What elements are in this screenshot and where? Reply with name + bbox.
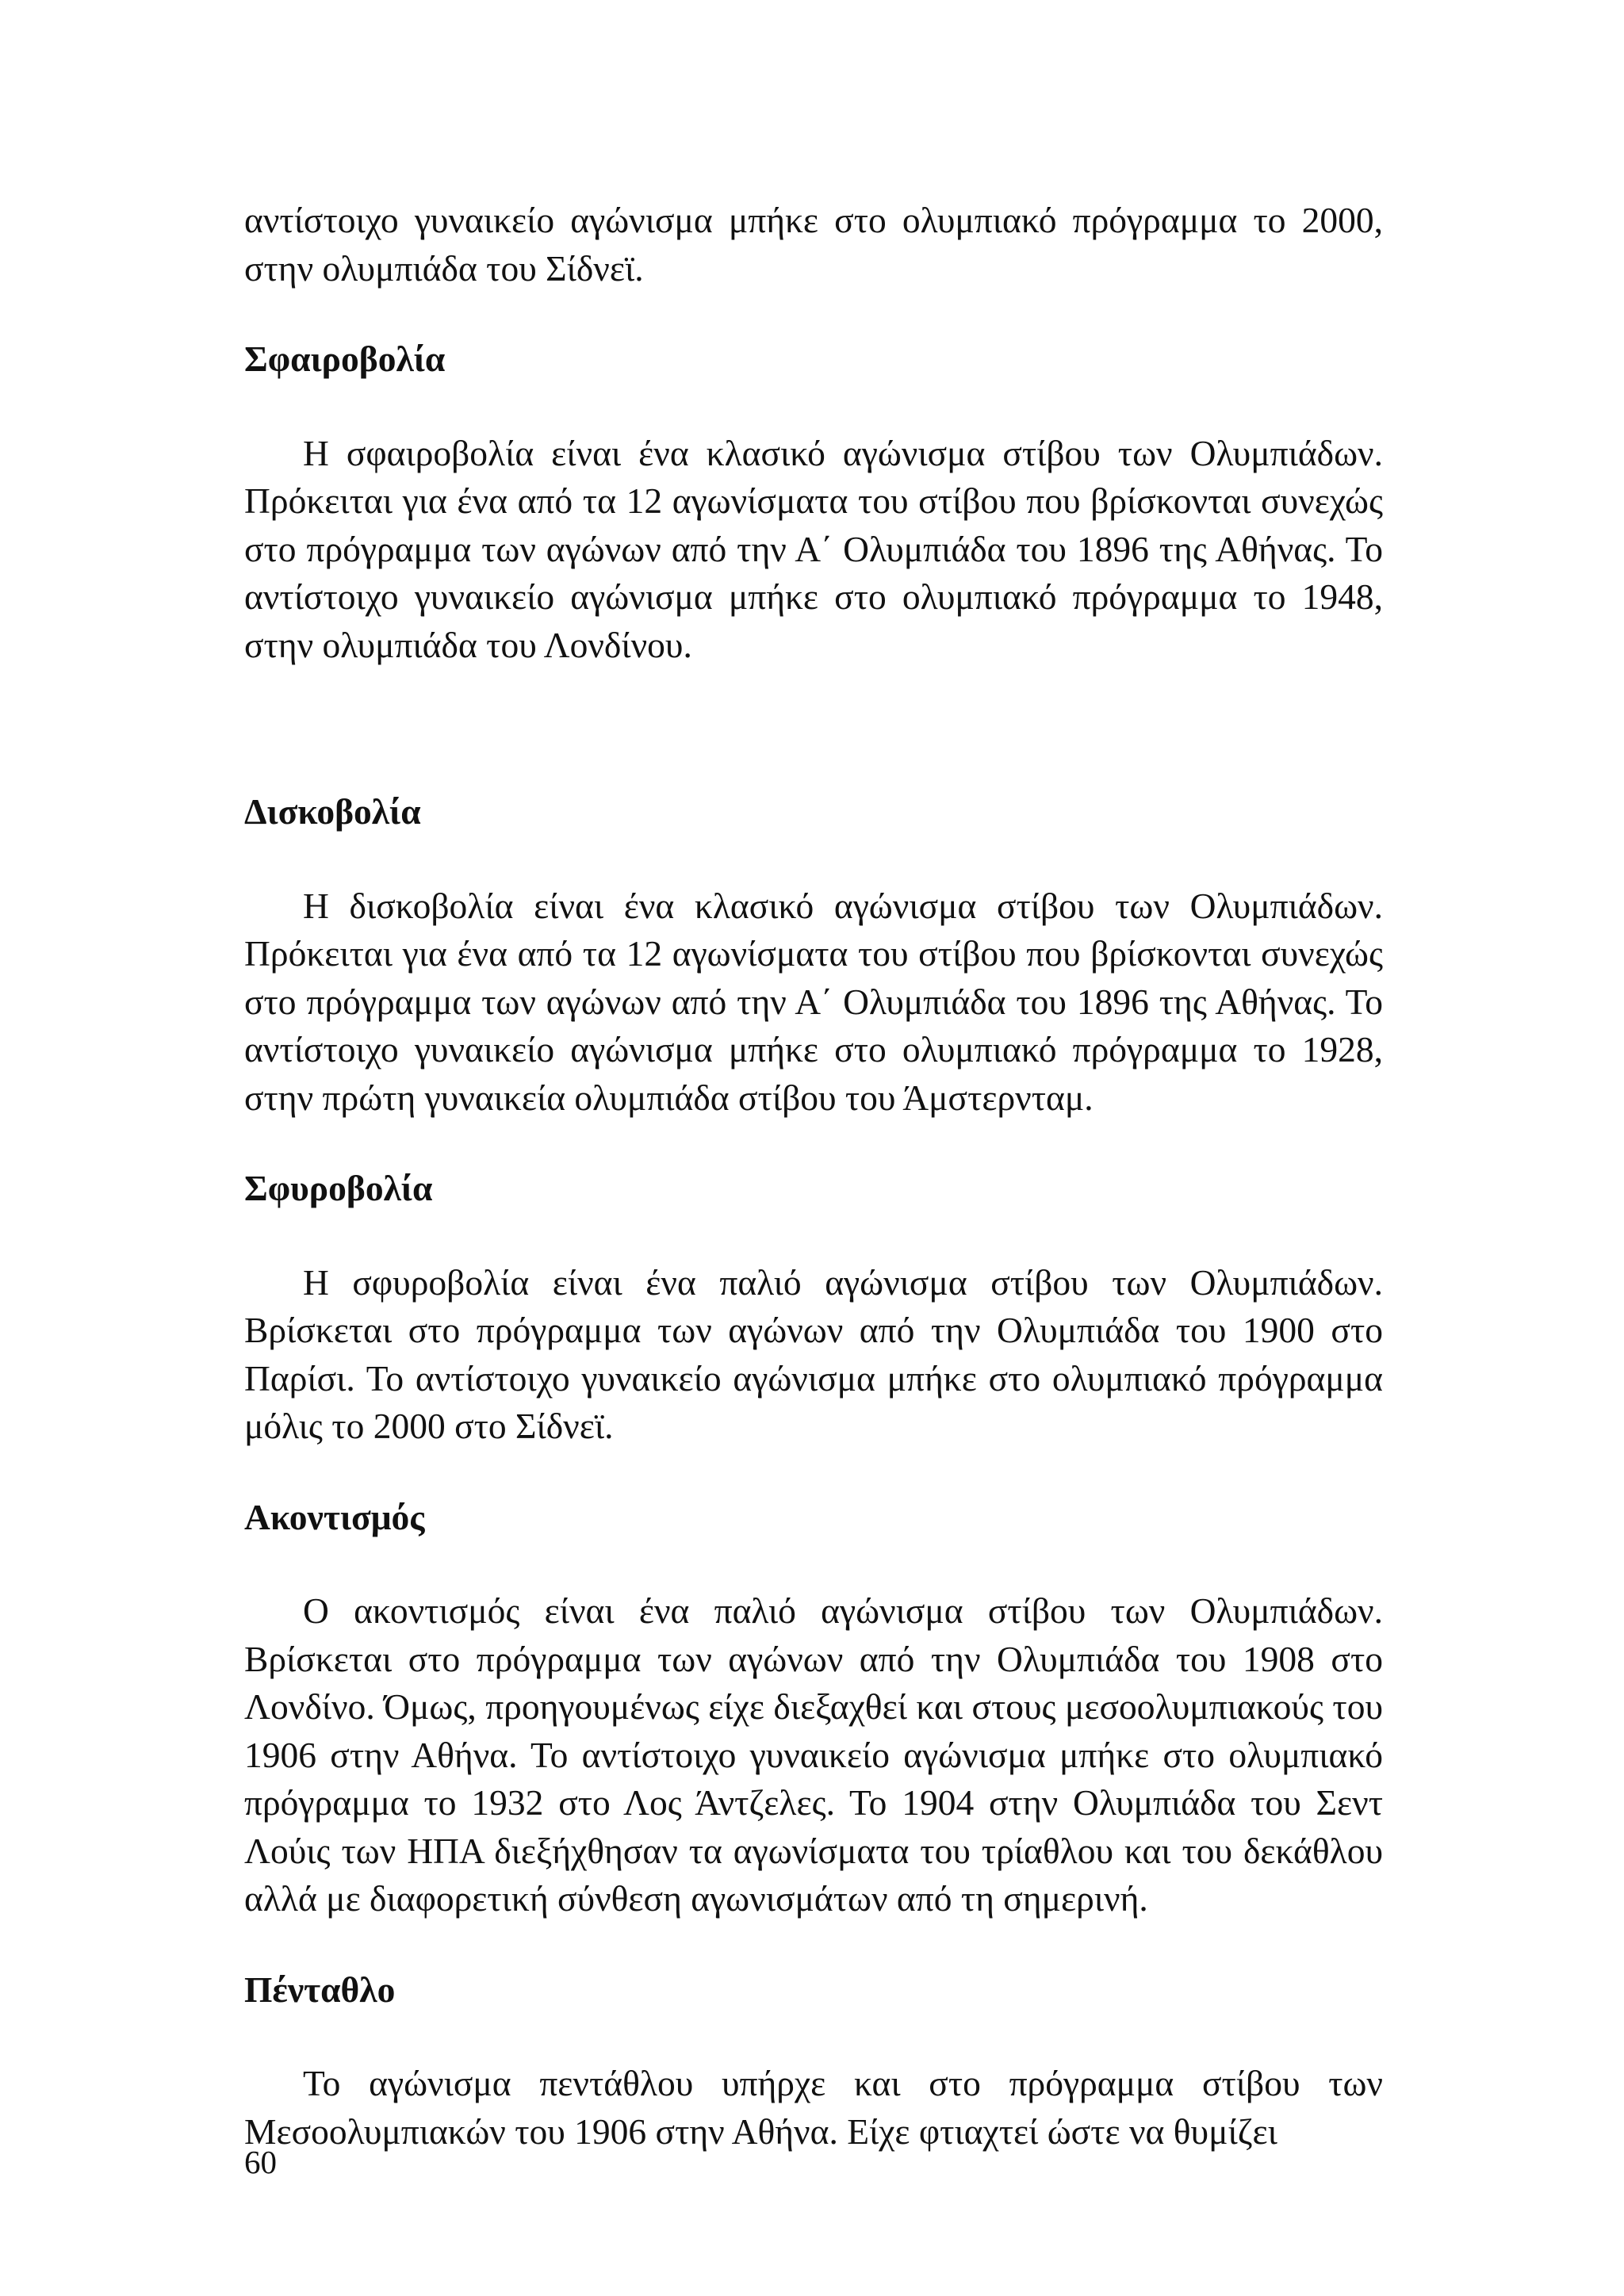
page-number: 60 [244, 2144, 277, 2180]
document-page [244, 197, 1383, 2156]
paragraph-pentathlon: Το αγώνισμα πεντάθλου υπήρχε και στο πρόγραμμα στίβου των Μεσοολυμπιακών του 1906 στην Αθήνα. Είχε φτιαχτεί ώστε να θυμίζει [244, 2063, 1383, 2152]
heading-pentathlon: Πένταθλο [244, 1969, 396, 2010]
paragraph-shot-put: Η σφαιροβολία είναι ένα κλασικό αγώνισμα στίβου των Ολυμπιάδων. Πρόκειται για ένα από τα 12 αγωνίσματα του στίβου που βρίσκονται συνεχώς στο πρόγραμμα των αγώνων από την Α΄ Ολυμπιάδα του 1896 της Αθήνας. Το αντίστοιχο γυναικείο αγώνισμα μπήκε στο ολυμπιακό πρόγραμμα το 1948, στην ολυμπιάδα του Λονδίνου. [244, 432, 1383, 665]
heading-javelin: Ακοντισμός [244, 1496, 425, 1537]
heading-shot-put: Σφαιροβολία [244, 339, 446, 379]
heading-discus: Δισκοβολία [244, 791, 421, 832]
paragraph-hammer: Η σφυροβολία είναι ένα παλιό αγώνισμα στίβου των Ολυμπιάδων. Βρίσκεται στο πρόγραμμα των αγώνων από την Ολυμπιάδα του 1900 στο Παρίσι. Το αντίστοιχο γυναικείο αγώνισμα μπήκε στο ολυμπιακό πρόγραμμα μόλις το 2000 στο Σίδνεϊ. [244, 1261, 1383, 1446]
paragraph-javelin: Ο ακοντισμός είναι ένα παλιό αγώνισμα στίβου των Ολυμπιάδων. Βρίσκεται στο πρόγραμμα των αγώνων από την Ολυμπιάδα του 1908 στο Λονδίνο. Όμως, προηγουμένως είχε διεξαχθεί και στους μεσοολυμπιακούς του 1906 στην Αθήνα. Το αντίστοιχο γυναικείο αγώνισμα μπήκε στο ολυμπιακό πρόγραμμα το 1932 στο Λος Άντζελες. Το 1904 στην Ολυμπιάδα του Σεντ Λούις των ΗΠΑ διεξήχθησαν τα αγωνίσματα του τρίαθλου και του δεκάθλου αλλά με διαφορετική σύνθεση αγωνισμάτων από τη σημερινή. [244, 1590, 1383, 1919]
paragraph-discus: Η δισκοβολία είναι ένα κλασικό αγώνισμα στίβου των Ολυμπιάδων. Πρόκειται για ένα από τα 12 αγωνίσματα του στίβου που βρίσκονται συνεχώς στο πρόγραμμα των αγώνων από την Α΄ Ολυμπιάδα του 1896 της Αθήνας. Το αντίστοιχο γυναικείο αγώνισμα μπήκε στο ολυμπιακό πρόγραμμα το 1928, στην πρώτη γυναικεία ολυμπιάδα στίβου του Άμστερνταμ. [244, 885, 1383, 1118]
intro-paragraph: αντίστοιχο γυναικείο αγώνισμα μπήκε στο ολυμπιακό πρόγραμμα το 2000, στην ολυμπιάδα του Σίδνεϊ. [244, 200, 1383, 289]
heading-hammer: Σφυροβολία [244, 1168, 433, 1208]
